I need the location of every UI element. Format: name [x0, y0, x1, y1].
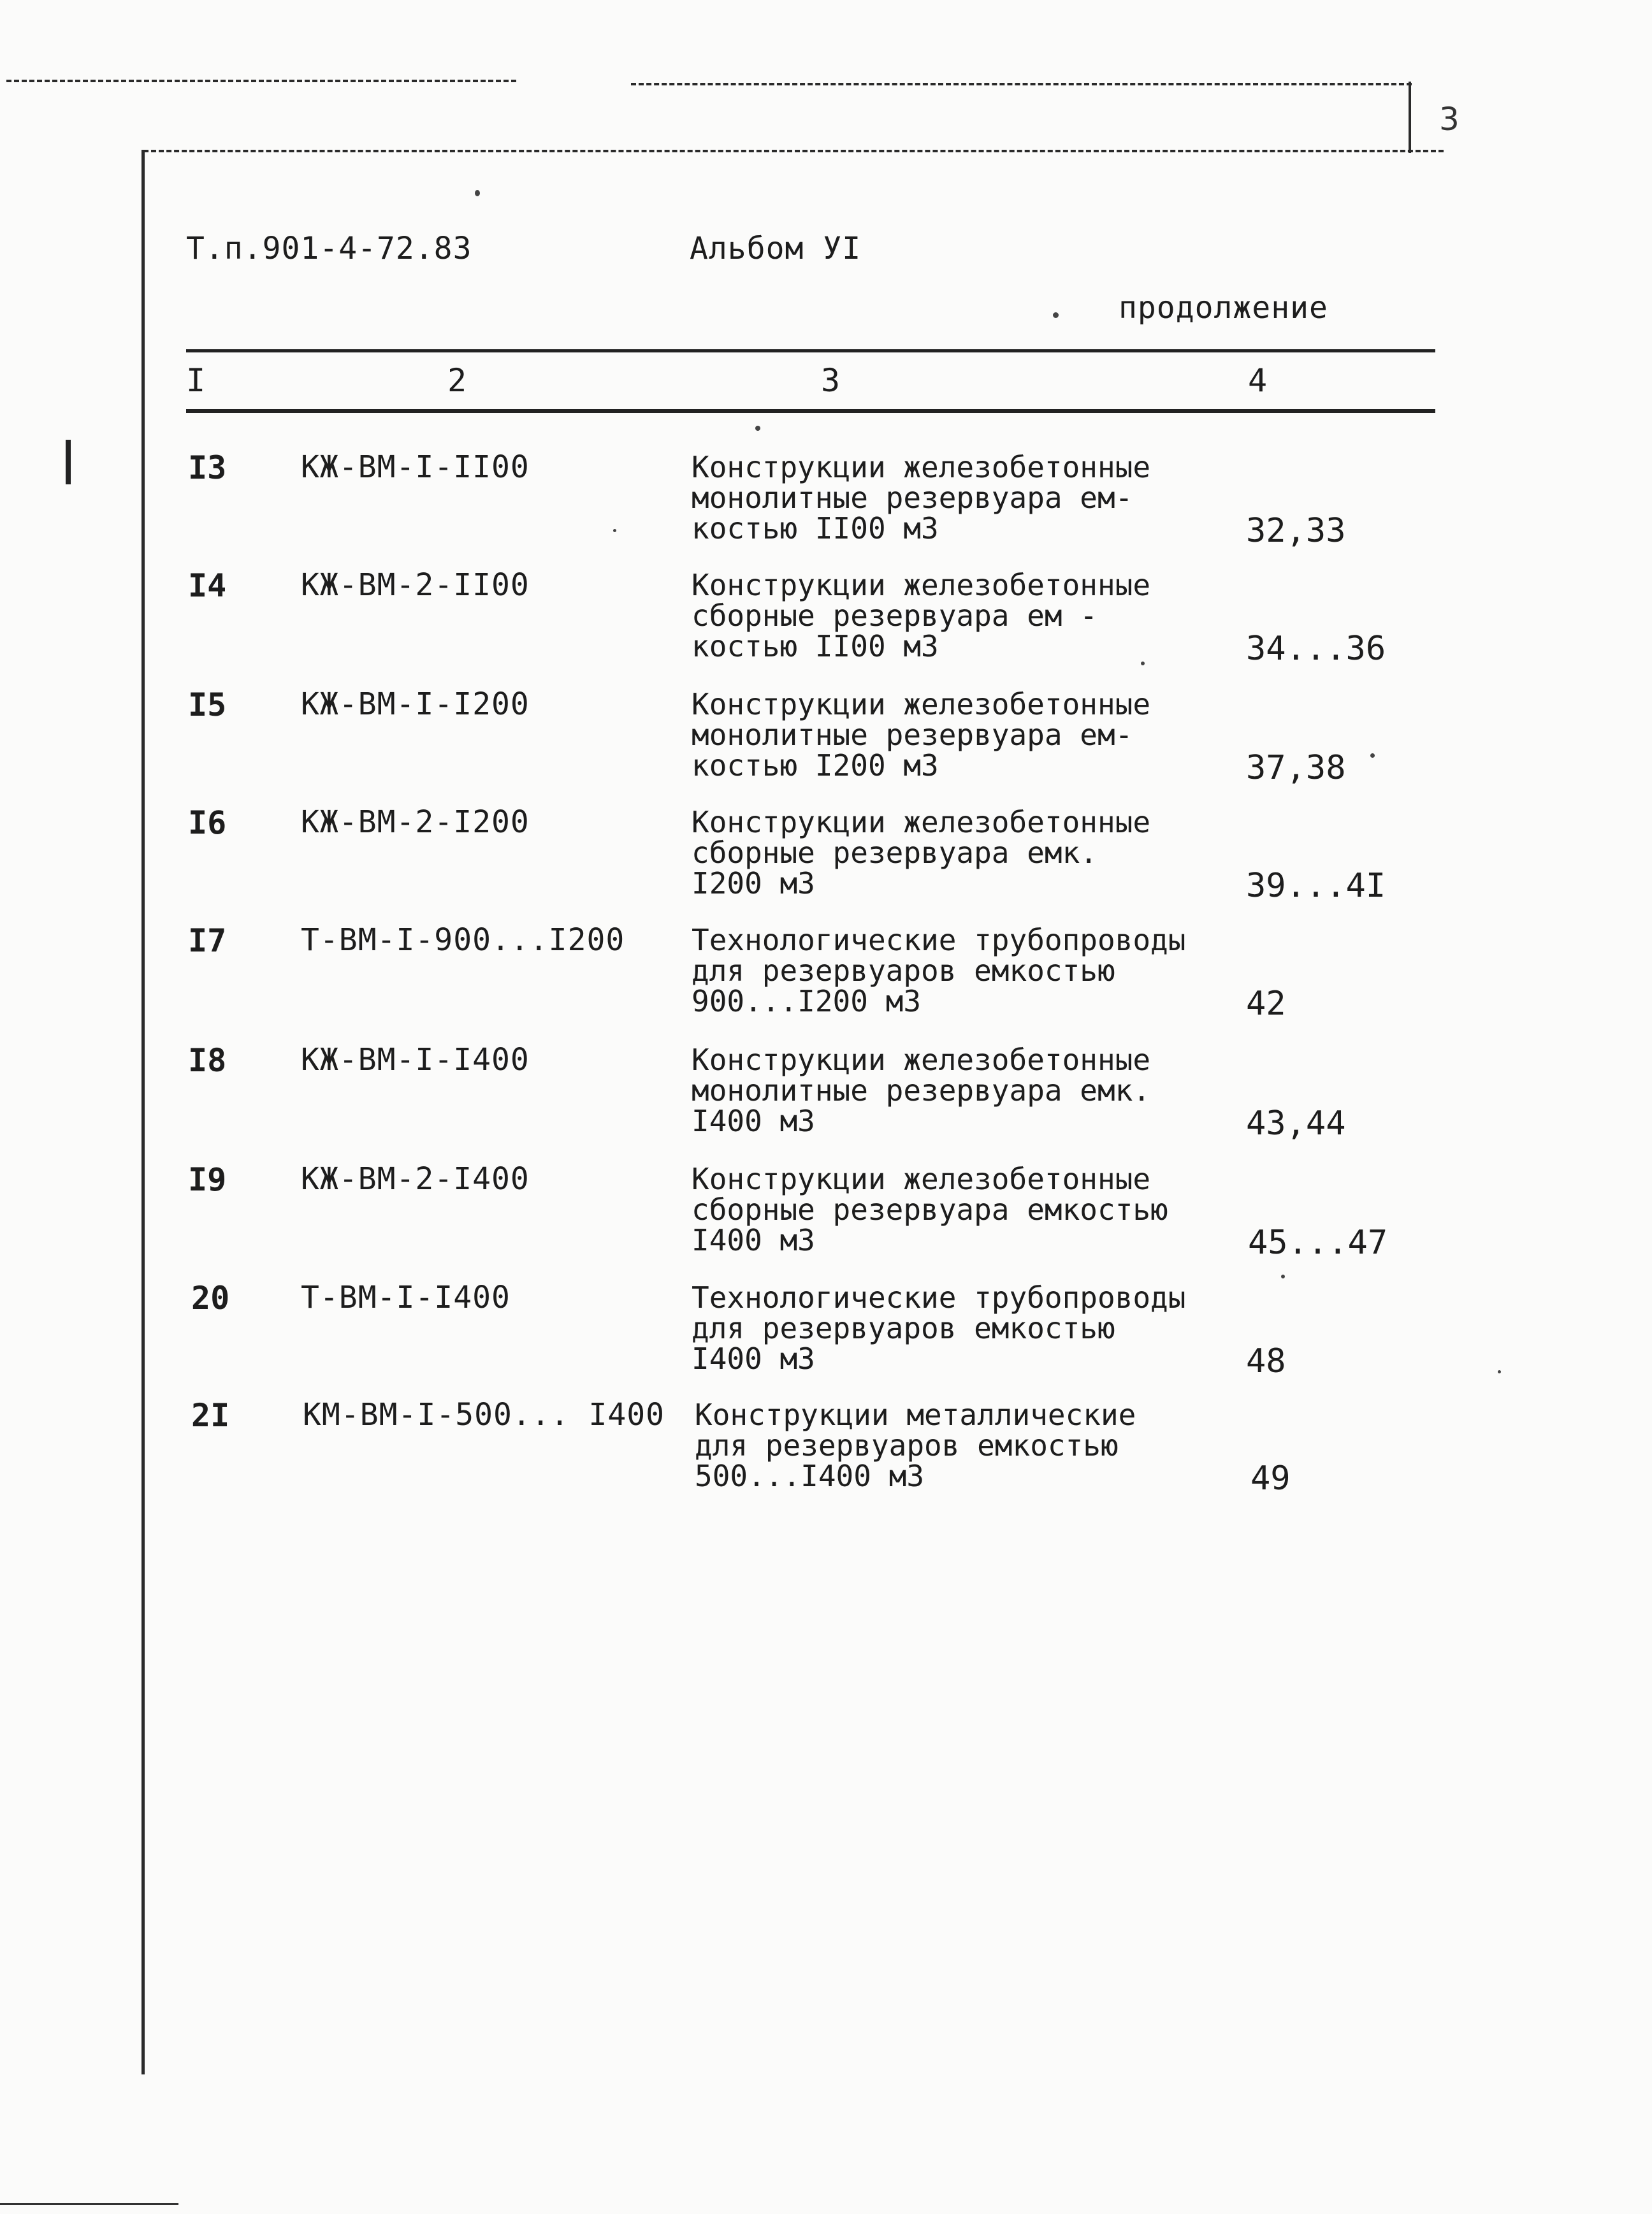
description-line: монолитные резервуара ем-: [692, 481, 1133, 515]
page-ref: 37,38: [1246, 749, 1346, 787]
drawing-code: КЖ-ВМ-I-I200: [301, 686, 530, 722]
column-header-1: I: [186, 362, 206, 399]
description-line: 500...I400 м3: [695, 1459, 925, 1493]
table-row: [0, 686, 1652, 807]
description-line: сборные резервуара ем -: [692, 598, 1098, 633]
page-ref: 42: [1246, 985, 1286, 1023]
description-line: Конструкции железобетонные: [692, 1162, 1151, 1196]
description-line: Конструкции металлические: [695, 1398, 1136, 1432]
drawing-code: КМ-ВМ-I-500... I400: [303, 1397, 665, 1433]
scan-speck: [475, 190, 480, 196]
dot-mark: [1053, 312, 1059, 318]
row-description: [692, 1045, 1240, 1136]
description-line: для резервуаров емкостью: [692, 1311, 1115, 1345]
table-row: [0, 922, 1652, 1043]
description-line: Конструкции железобетонные: [692, 450, 1151, 484]
description-line: I200 м3: [692, 866, 815, 901]
album-label: Альбом УI: [690, 231, 862, 266]
drawing-code: КЖ-ВМ-2-II00: [301, 567, 530, 603]
description-line: Конструкции железобетонные: [692, 568, 1151, 602]
table-row: [0, 1280, 1652, 1401]
description-line: монолитные резервуара емк.: [692, 1073, 1151, 1108]
description-line: Конструкции железобетонные: [692, 805, 1151, 839]
row-number: 20: [191, 1280, 230, 1317]
top-dashed-rule-left: [6, 80, 516, 82]
row-description: [692, 1164, 1240, 1255]
drawing-code: КЖ-ВМ-I-II00: [301, 449, 530, 485]
row-number: I6: [188, 804, 227, 841]
description-line: Конструкции железобетонные: [692, 1043, 1151, 1077]
scan-speck: [613, 529, 616, 532]
table-row: [0, 1397, 1652, 1518]
description-line: сборные резервуара емк.: [692, 836, 1098, 870]
row-description: [692, 452, 1240, 544]
description-line: I400 м3: [692, 1104, 815, 1138]
column-header-2: 2: [447, 362, 467, 399]
description-line: костью II00 м3: [692, 629, 939, 663]
drawing-code: КЖ-ВМ-2-I200: [301, 804, 530, 840]
row-number: I3: [188, 449, 227, 486]
description-line: I400 м3: [692, 1223, 815, 1257]
description-line: Технологические трубопроводы: [692, 923, 1186, 957]
description-line: сборные резервуара емкостью: [692, 1192, 1168, 1227]
row-number: I4: [188, 567, 227, 604]
top-dashed-rule-right: [631, 83, 1412, 85]
drawing-code: Т-ВМ-I-900...I200: [301, 922, 625, 958]
table-row: [0, 449, 1652, 570]
column-header-top-rule: [186, 349, 1435, 352]
description-line: костью I200 м3: [692, 748, 939, 783]
row-number: I5: [188, 686, 227, 723]
column-header-3: 3: [821, 362, 841, 399]
drawing-code: Т-ВМ-I-I400: [301, 1280, 511, 1315]
row-description: [692, 570, 1240, 662]
corner-tick: [1409, 82, 1411, 153]
page-ref: 32,33: [1246, 512, 1346, 550]
page-ref: 45...47: [1248, 1224, 1388, 1262]
page-ref: 48: [1246, 1342, 1286, 1380]
row-description: [692, 807, 1240, 899]
description-line: I400 м3: [692, 1342, 815, 1376]
row-description: [692, 1282, 1240, 1374]
scan-speck: [1370, 753, 1375, 758]
scan-speck: [755, 426, 760, 431]
page-ref: 34...36: [1246, 630, 1386, 668]
frame-top-rule: [143, 150, 1444, 152]
row-description: [695, 1400, 1243, 1491]
description-line: 900...I200 м3: [692, 984, 922, 1018]
scan-speck: [1281, 1275, 1285, 1278]
page-ref: 39...4I: [1246, 867, 1386, 905]
scan-speck: [1141, 662, 1145, 665]
row-number: 2I: [191, 1397, 230, 1434]
column-header-4: 4: [1248, 362, 1268, 399]
row-number: I7: [188, 922, 227, 959]
scan-speck: [1498, 1370, 1501, 1373]
page-ref: 49: [1250, 1459, 1291, 1498]
description-line: для резервуаров емкостью: [695, 1428, 1119, 1463]
row-number: I8: [188, 1042, 227, 1079]
page-number: 3: [1439, 101, 1460, 138]
table-row: [0, 567, 1652, 688]
bottom-left-rule: [0, 2203, 178, 2205]
description-line: Конструкции железобетонные: [692, 687, 1151, 721]
description-line: костью II00 м3: [692, 511, 939, 546]
column-header-bottom-rule: [186, 409, 1435, 413]
table-row: [0, 1042, 1652, 1163]
document-code: Т.п.901-4-72.83: [186, 231, 472, 266]
page-ref: 43,44: [1246, 1104, 1346, 1143]
row-description: [692, 925, 1240, 1017]
description-line: монолитные резервуара ем-: [692, 718, 1133, 752]
description-line: Технологические трубопроводы: [692, 1280, 1186, 1315]
table-row: [0, 804, 1652, 925]
drawing-code: КЖ-ВМ-2-I400: [301, 1161, 530, 1197]
drawing-code: КЖ-ВМ-I-I400: [301, 1042, 530, 1078]
row-description: [692, 689, 1240, 781]
continuation-label: продолжение: [1119, 290, 1328, 326]
description-line: для резервуаров емкостью: [692, 953, 1115, 988]
table-row: [0, 1161, 1652, 1282]
row-number: I9: [188, 1161, 227, 1198]
